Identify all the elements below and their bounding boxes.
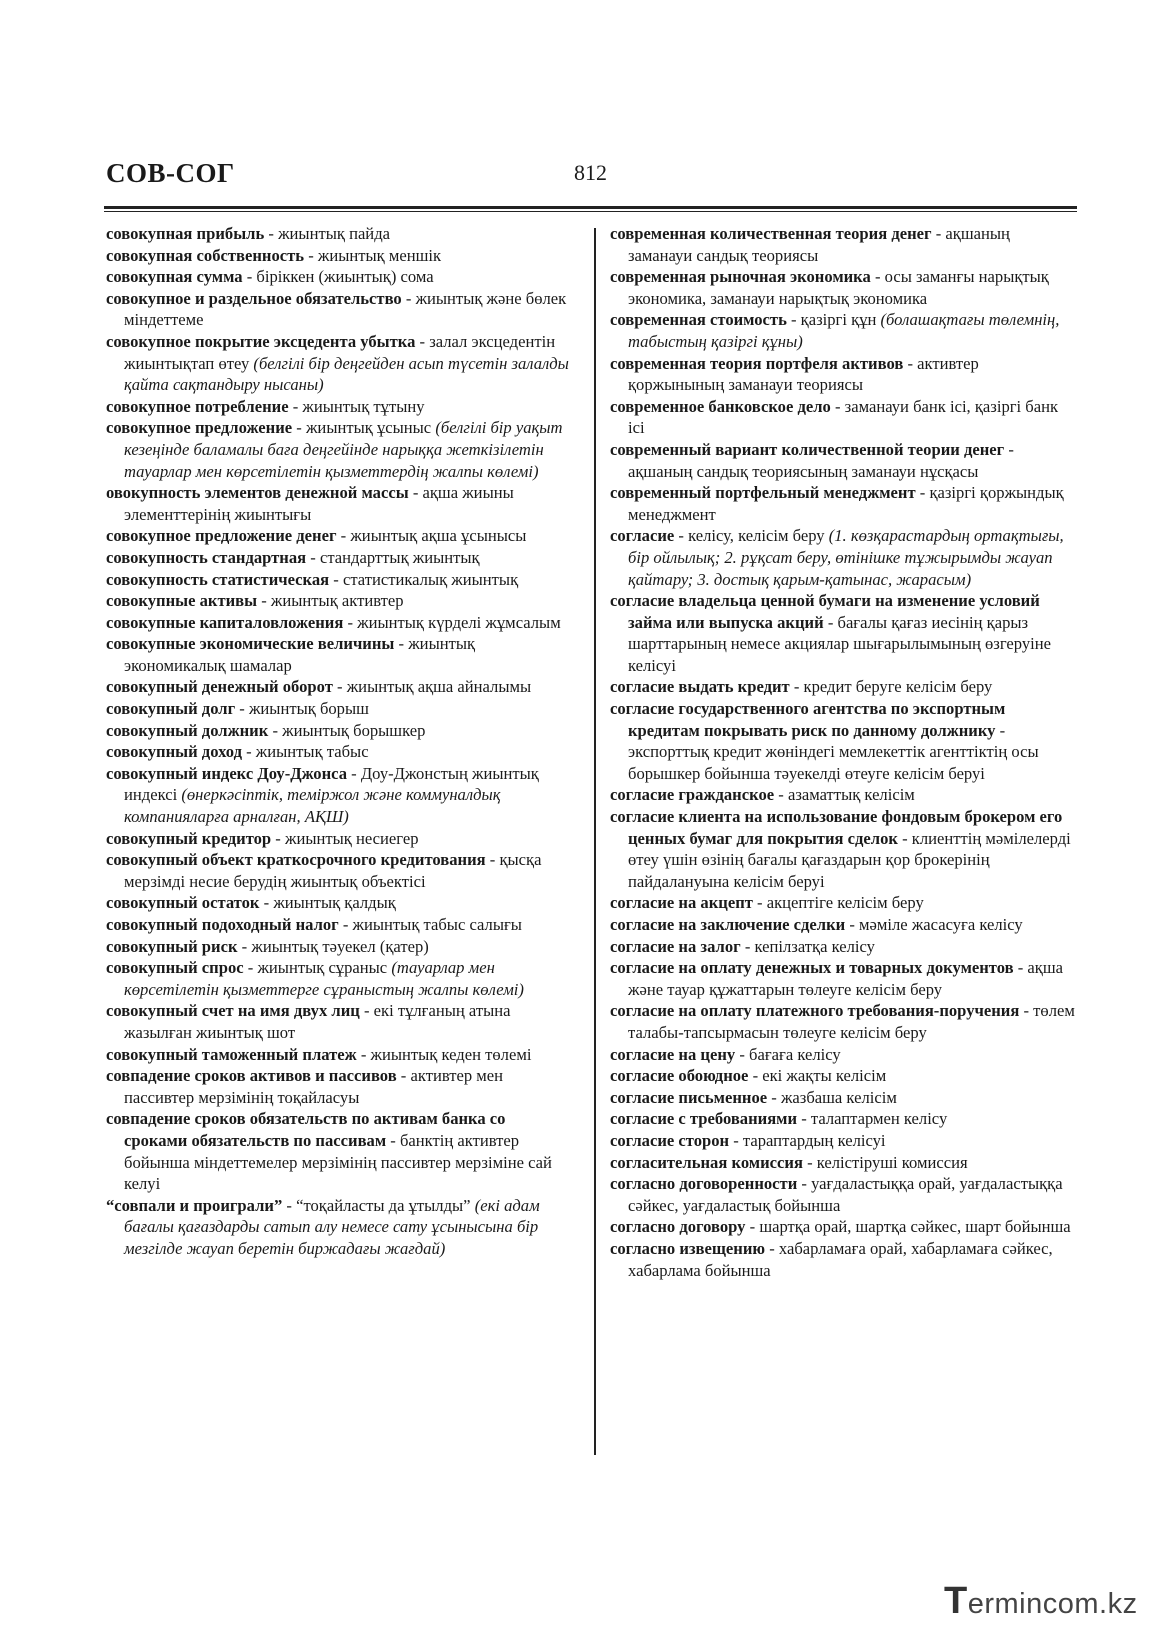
dictionary-entry — [610, 957, 1078, 1000]
header-rule — [104, 206, 1077, 209]
entry-separator: - — [931, 224, 946, 243]
entry-term: совокупный счет на имя двух лиц — [106, 1001, 360, 1021]
entry-separator: - — [329, 569, 343, 589]
entry-note: (екі адам бағалы қағаздарды сатып алу немесе сату ұсынысына бір мезгілде жауап беретін биржадағы жағдай) — [124, 1195, 540, 1258]
entry-definition: бағалы қағаз иесінің қарыз шарттарының немесе акциялар шығарылымының өзгеруіне келісуі — [628, 612, 1052, 675]
dictionary-entry — [106, 612, 572, 634]
entry-definition: активтер қоржынының заманауи теориясы — [628, 353, 979, 395]
entry-definition: жиынтық және бөлек міндеттеме — [124, 288, 567, 330]
entry-term: совокупный кредитор — [106, 828, 272, 848]
entry-separator: - — [408, 483, 423, 503]
entry-definition: ақша және тауар құжаттарын төлеуге келісім беру — [628, 958, 1063, 999]
entry-definition: жиынтық борыш — [248, 699, 369, 719]
entry-separator: - — [1019, 1001, 1034, 1021]
entry-term: современная количественная теория денег — [610, 224, 932, 243]
entry-term: совокупный таможенный платеж — [106, 1044, 357, 1064]
entry-definition: ақшаның заманауи сандық теориясы — [628, 224, 1010, 265]
entry-term: согласительная комиссия — [610, 1152, 803, 1172]
entry-definition: жиынтық тәуекел (қатер) — [251, 936, 429, 956]
entry-term: согласие сторон — [610, 1130, 730, 1150]
entry-separator: - — [748, 1066, 763, 1086]
entry-definition: статистикалық жиынтық — [342, 569, 519, 589]
dictionary-entry — [610, 353, 1078, 396]
entry-separator: - — [995, 720, 1006, 740]
entry-separator: - — [356, 1044, 371, 1064]
entry-definition: жиынтық ақша ұсынысы — [350, 526, 527, 546]
dictionary-entry — [106, 676, 572, 698]
entry-definition: жиынтық активтер — [270, 591, 404, 611]
entry-separator: - — [306, 547, 320, 567]
entry-term: овокупность элементов денежной массы — [106, 483, 409, 503]
dictionary-entry — [610, 1000, 1078, 1043]
entry-term: согласно договоренности — [610, 1174, 798, 1194]
entry-term: совокупная сумма — [106, 267, 243, 287]
entry-separator: - — [870, 267, 885, 287]
entry-term: современная рыночная экономика — [610, 267, 871, 287]
entry-separator: - — [765, 1238, 779, 1258]
dictionary-entry — [610, 676, 1078, 698]
entry-definition: жиынтық борышкер — [282, 720, 426, 740]
dictionary-entry — [106, 547, 572, 569]
entry-term: совокупный спрос — [106, 958, 244, 978]
dictionary-entry — [106, 849, 572, 892]
entry-separator: - — [271, 828, 285, 848]
entry-term: современная теория портфеля активов — [610, 353, 904, 373]
entry-separator: - — [292, 418, 306, 438]
entry-definition: стандарттық жиынтық — [319, 547, 480, 567]
entry-definition: жиынтық ақша айналымы — [346, 677, 532, 697]
entry-separator: - — [797, 1109, 811, 1129]
dictionary-entry — [610, 1173, 1078, 1216]
entry-separator: - — [235, 699, 249, 719]
entry-definition: төлем талабы-тапсырмасын төлеуге келісім беру — [628, 1001, 1075, 1042]
entry-definition: жиынтық сұраныс — [257, 958, 388, 978]
entry-separator: - — [823, 612, 838, 632]
dictionary-entry — [106, 331, 572, 396]
entry-term: совпадение сроков обязательств по активам банка со сроками обязательств по пассивам — [106, 1109, 506, 1150]
dictionary-entry — [106, 1000, 572, 1043]
dictionary-entry — [106, 936, 572, 958]
entry-term: совокупный должник — [106, 720, 269, 740]
entry-term: согласие на оплату денежных и товарных документов — [610, 958, 1014, 978]
entry-definition: жиынтық табыс — [255, 742, 369, 762]
entry-term: согласие гражданское — [610, 785, 775, 805]
entry-definition: жазбаша келісім — [780, 1087, 897, 1107]
page-number: 812 — [574, 160, 607, 185]
entry-definition: ақшаның сандық теориясының заманауи нұсқасы — [628, 461, 979, 481]
entry-separator: - — [338, 915, 353, 934]
entry-definition: ақша жиыны элементтерінің жиынтығы — [124, 483, 514, 524]
entry-term: согласие — [610, 526, 675, 546]
dictionary-entry — [610, 439, 1078, 482]
entry-term: согласно извещению — [610, 1238, 766, 1258]
entry-definition: тараптардың келісуі — [742, 1130, 886, 1150]
entry-term: совокупное покрытие эксцедента убытка — [106, 331, 416, 351]
dictionary-entry — [106, 1108, 572, 1194]
entry-separator: - — [729, 1130, 743, 1150]
entry-term: совокупный риск — [106, 936, 238, 956]
entry-separator: - — [1004, 439, 1014, 459]
entry-separator: - — [264, 224, 279, 243]
entry-definition: банктің активтер бойынша міндеттемелер мерзімінің пассивтер мерзіміне сай келуі — [124, 1130, 552, 1194]
entry-separator: - — [304, 245, 318, 265]
dictionary-entry — [610, 914, 1078, 936]
dictionary-entry — [610, 482, 1078, 525]
entry-separator: - — [903, 353, 918, 373]
entry-separator: - — [288, 396, 303, 416]
logo-o: o — [1057, 1588, 1075, 1620]
dictionary-entry — [610, 1238, 1078, 1281]
entry-definition: жиынтық кеден төлемі — [370, 1044, 532, 1064]
entry-separator: - — [347, 763, 361, 783]
entry-definition: Доу-Джонстың жиынтық индексі — [124, 763, 539, 805]
entry-term: совпадение сроков активов и пассивов — [106, 1066, 397, 1086]
logo-text: erminc — [967, 1588, 1058, 1620]
dictionary-entry — [106, 223, 572, 245]
dictionary-entry — [610, 1065, 1078, 1087]
dictionary-entry — [106, 288, 572, 331]
termincom-logo — [944, 1580, 1138, 1623]
entry-separator: - — [485, 850, 500, 870]
entry-term: согласие на заключение сделки — [610, 915, 846, 934]
entry-term: совокупный индекс Доу-Джонса — [106, 763, 348, 783]
entry-term: совокупное предложение денег — [106, 526, 337, 546]
dictionary-entry — [106, 698, 572, 720]
entry-term: согласие на оплату платежного требования-поручения — [610, 1001, 1020, 1021]
dictionary-entry — [106, 590, 572, 612]
entry-term: совокупный долг — [106, 699, 236, 719]
entry-definition: “тоқайласты да ұтылды” — [296, 1195, 471, 1215]
entry-note: (өнеркәсіптік, теміржол және коммуналдық компанияларға арналған, АҚШ) — [124, 785, 501, 827]
entry-definition: екі тұлғаның атына жазылған жиынтық шот — [124, 1001, 511, 1042]
entry-separator: - — [243, 958, 258, 978]
entry-term: согласие государственного агентства по экспортным кредитам покрывать риск по данному должнику — [610, 699, 1006, 740]
left-column — [106, 223, 572, 1260]
entry-definition: жиынтық экономикалық шамалар — [124, 634, 476, 675]
entry-term: совокупная собственность — [106, 245, 305, 265]
entry-term: совокупный доход — [106, 742, 242, 762]
dictionary-entry — [106, 569, 572, 591]
entry-definition: клиенттің мәмілелерді өтеу үшін өзінің бағалы қағаздарын қор брокерінің пайдалануына келісім беруі — [628, 828, 1071, 891]
entry-term: совокупный остаток — [106, 893, 260, 913]
entry-term: согласие на цену — [610, 1044, 736, 1064]
entry-separator: - — [268, 720, 283, 740]
dictionary-entry — [610, 223, 1078, 266]
dictionary-entry — [106, 396, 572, 418]
entry-separator: - — [257, 591, 271, 611]
entry-note: (болашақтағы төлемнің, табыстың қазіргі құны) — [628, 310, 1060, 351]
entry-separator: - — [237, 936, 252, 956]
entry-separator: - — [415, 331, 430, 351]
entry-separator: - — [336, 526, 351, 546]
entry-separator: - — [359, 1001, 374, 1021]
entry-term: современный портфельный менеджмент — [610, 483, 916, 503]
dictionary-entry — [106, 525, 572, 547]
entry-separator: - — [915, 483, 930, 503]
entry-definition: активтер мен пассивтер мерзімінің тоқайласуы — [124, 1066, 504, 1107]
entry-term: согласие письменное — [610, 1087, 768, 1107]
entry-definition: уағдаластыққа орай, уағдаластыққа сәйкес, уағдаластық бойынша — [628, 1174, 1063, 1215]
dictionary-entry — [106, 892, 572, 914]
entry-term: “совпали и проиграли” — [106, 1195, 283, 1215]
entry-separator: - — [740, 936, 755, 956]
dictionary-entry — [106, 266, 572, 288]
entry-separator: - — [752, 893, 767, 913]
entry-separator: - — [332, 677, 347, 697]
entry-term: совокупное потребление — [106, 396, 289, 416]
entry-separator: - — [767, 1087, 781, 1107]
entry-separator: - — [282, 1195, 297, 1215]
entry-separator: - — [401, 288, 416, 308]
entry-separator: - — [735, 1044, 750, 1064]
dictionary-entry — [106, 720, 572, 742]
entry-separator: - — [786, 310, 801, 330]
entry-term: совокупный подоходный налог — [106, 915, 339, 934]
entry-definition: акцептіге келісім беру — [766, 893, 924, 913]
dictionary-entry — [610, 784, 1078, 806]
entry-definition: жиынтық меншік — [317, 245, 442, 265]
dictionary-entry — [610, 1044, 1078, 1066]
dictionary-entry — [610, 698, 1078, 784]
entry-definition: жиынтық табыс салығы — [352, 915, 522, 934]
entry-term: согласие с требованиями — [610, 1109, 798, 1129]
entry-term: совокупная прибыль — [106, 224, 265, 243]
entry-term: совокупный денежный оборот — [106, 677, 333, 697]
entry-term: совокупные экономические величины — [106, 634, 395, 654]
entry-definition: келісу, келісім беру — [688, 526, 825, 546]
entry-separator: - — [394, 634, 409, 654]
column-divider — [594, 228, 596, 1455]
dictionary-entry — [610, 1152, 1078, 1174]
dictionary-entry — [106, 482, 572, 525]
dictionary-entry — [610, 806, 1078, 892]
entry-term: современная стоимость — [610, 310, 787, 330]
entry-term: современное банковское дело — [610, 396, 831, 416]
dictionary-entry — [610, 936, 1078, 958]
entry-definition: жиынтық қалдық — [273, 893, 396, 913]
entry-term: согласие на залог — [610, 936, 741, 956]
dictionary-entry — [610, 892, 1078, 914]
entry-definition: жиынтық ұсыныс — [305, 418, 432, 438]
entry-term: совокупное предложение — [106, 418, 293, 438]
entry-separator: - — [343, 612, 358, 632]
page-title: СОВ-СОГ — [106, 158, 235, 188]
dictionary-entry — [610, 1087, 1078, 1109]
entry-note: (белгілі бір деңгейден асып түсетін залалды қайта сақтандыру нысаны) — [124, 353, 569, 395]
entry-definition: жиынтық несиегер — [284, 828, 419, 848]
dictionary-entry — [106, 245, 572, 267]
entry-definition: осы заманғы нарықтық экономика, заманауи нарықтық экономика — [628, 267, 1049, 308]
entry-term: согласие владельца ценной бумаги на изменение условий займа или выпуска акций — [610, 591, 1040, 632]
entry-definition: экспорттық кредит жөніндегі мемлекеттік агенттіктің осы борышкер бойынша тәуекелді өтеуге келісім беруі — [628, 742, 1039, 783]
entry-separator: - — [797, 1174, 812, 1194]
dictionary-entry — [106, 957, 572, 1000]
entry-definition: келістіруші комиссия — [816, 1152, 968, 1172]
entry-term: совокупность статистическая — [106, 569, 330, 589]
entry-separator: - — [830, 396, 845, 416]
entry-definition: кепілзатқа келісу — [754, 936, 875, 956]
entry-definition: жиынтық тұтыну — [302, 396, 425, 416]
entry-definition: азаматтық келісім — [787, 785, 915, 805]
entry-definition: жиынтық күрделі жұмсалым — [357, 612, 561, 632]
dictionary-entry — [610, 309, 1078, 352]
entry-definition: хабарламаға орай, хабарламаға сәйкес, хабарлама бойынша — [628, 1238, 1053, 1280]
entry-definition: шартқа орай, шартқа сәйкес, шарт бойынша — [759, 1217, 1071, 1237]
entry-separator: - — [897, 828, 912, 848]
entry-definition: кредит беруге келісім беру — [803, 677, 993, 697]
entry-term: совокупные капиталовложения — [106, 612, 344, 632]
entry-term: совокупное и раздельное обязательство — [106, 288, 402, 308]
entry-separator: - — [745, 1217, 760, 1237]
entry-term: совокупность стандартная — [106, 547, 307, 567]
entry-note: (1. көзқарастардың ортақтығы, бір ойлылық; 2. рұқсат беру, өтінішке тұжырымды жауап қайтару; 3. достық қарым-қатынас, жарасым) — [628, 526, 1064, 589]
dictionary-entry — [610, 396, 1078, 439]
right-column — [610, 223, 1078, 1281]
entry-term: согласно договору — [610, 1217, 746, 1237]
dictionary-entry — [106, 417, 572, 482]
dictionary-entry — [106, 1195, 572, 1260]
entry-term: согласие клиента на использование фондовым брокером его ценных бумаг для покрытия сделок — [610, 807, 1063, 848]
entry-separator: - — [789, 677, 804, 697]
entry-term: согласие выдать кредит — [610, 677, 790, 697]
dictionary-entry — [610, 525, 1078, 590]
entry-definition: қазіргі құн — [800, 310, 877, 330]
entry-separator: - — [242, 267, 257, 287]
dictionary-entry — [106, 914, 572, 936]
entry-separator: - — [802, 1152, 817, 1172]
entry-definition: талаптармен келісу — [810, 1109, 948, 1129]
entry-separator: - — [396, 1066, 411, 1086]
entry-term: согласие на акцепт — [610, 893, 753, 913]
entry-definition: заманауи банк ісі, қазіргі банк ісі — [628, 396, 1059, 438]
entry-note: (белгілі бір уақыт кезеңінде баламалы баға деңгейінде нарыққа жеткізілетін тауарлар мен көрсетілетін қызметтердің жалпы көлемі) — [124, 418, 563, 481]
dictionary-entry — [610, 266, 1078, 309]
entry-term: современный вариант количественной теории денег — [610, 439, 1005, 459]
header-rule-thin — [104, 211, 1077, 212]
dictionary-entry — [610, 1130, 1078, 1152]
dictionary-entry — [106, 1044, 572, 1066]
dictionary-entry — [106, 1065, 572, 1108]
entry-note: (тауарлар мен көрсетілетін қызметтерге сұраныстың жалпы көлемі) — [124, 958, 524, 999]
entry-definition: мәміле жасасуға келісу — [859, 915, 1023, 934]
dictionary-entry — [610, 590, 1078, 676]
dictionary-entry — [106, 828, 572, 850]
logo-tail: m.kz — [1074, 1588, 1138, 1620]
entry-definition: жиынтық пайда — [278, 224, 390, 243]
entry-separator: - — [241, 742, 256, 762]
entry-separator: - — [845, 915, 860, 934]
logo-initial: T — [944, 1580, 968, 1622]
entry-definition: біріккен (жиынтық) сома — [256, 267, 434, 287]
entry-term: совокупный объект краткосрочного кредитования — [106, 850, 486, 870]
entry-definition: қазіргі қоржындық менеджмент — [628, 483, 1064, 524]
dictionary-entry — [106, 633, 572, 676]
entry-separator: - — [674, 526, 689, 546]
dictionary-entry — [106, 741, 572, 763]
entry-separator: - — [1013, 958, 1028, 978]
entry-separator: - — [774, 785, 788, 805]
entry-term: совокупные активы — [106, 591, 258, 611]
entry-definition: қысқа мерзімді несие берудің жиынтық объектісі — [124, 850, 542, 891]
entry-separator: - — [259, 893, 274, 913]
entry-separator: - — [386, 1130, 400, 1150]
entry-definition: екі жақты келісім — [762, 1066, 887, 1086]
dictionary-entry — [610, 1108, 1078, 1130]
entry-definition: бағаға келісу — [749, 1044, 841, 1064]
dictionary-entry — [610, 1216, 1078, 1238]
entry-term: согласие обоюдное — [610, 1066, 749, 1086]
dictionary-entry — [106, 763, 572, 828]
entry-definition: залал эксцедентін жиынтықтап өтеу — [124, 331, 556, 373]
